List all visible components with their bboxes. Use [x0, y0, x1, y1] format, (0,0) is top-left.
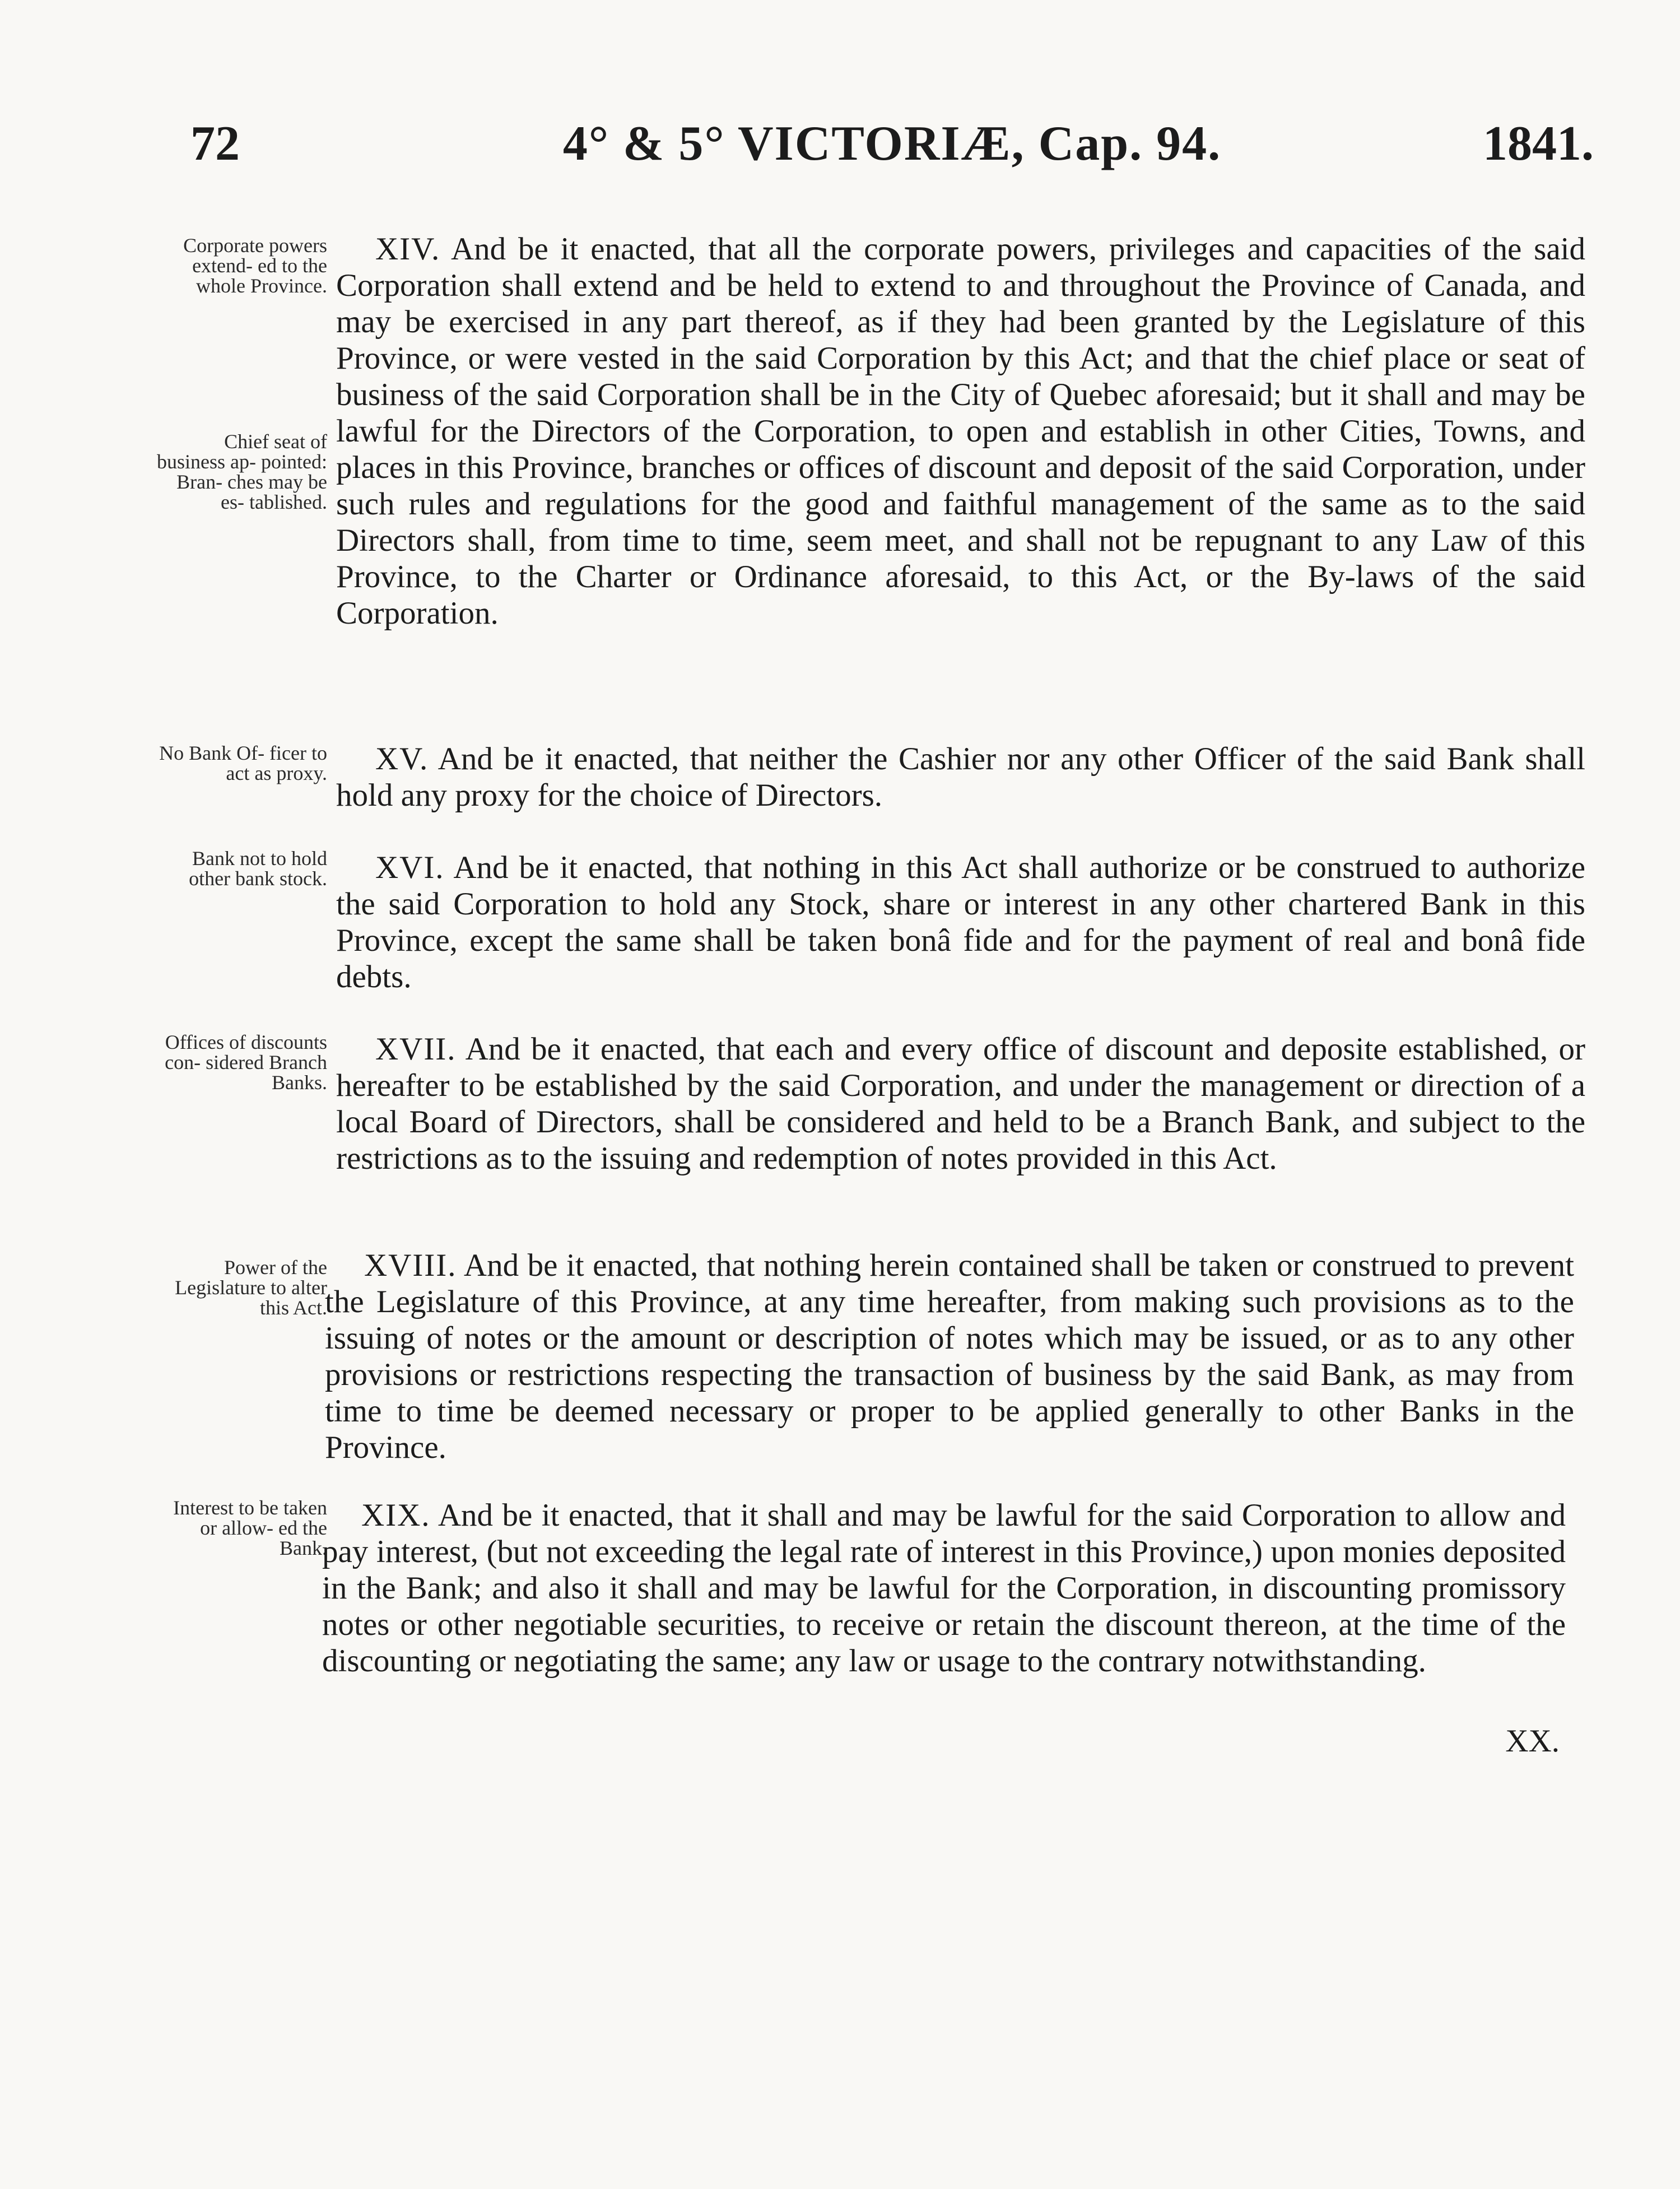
margin-note: [156, 1032, 327, 1093]
margin-note-text: Corporate powers extend- ed to the whole Province.: [183, 234, 327, 297]
margin-note: [156, 1498, 327, 1558]
margin-note-text: Offices of discounts con- sidered Branch Banks.: [165, 1031, 327, 1094]
section-number: XV.: [375, 741, 429, 777]
catchword: XX.: [1505, 1723, 1560, 1759]
section-number: XIV.: [375, 231, 441, 267]
margin-note: [156, 1257, 327, 1318]
margin-note: [156, 431, 327, 512]
page-year: 1841.: [1483, 117, 1594, 171]
margin-note-text: No Bank Of- ficer to act as proxy.: [159, 742, 327, 784]
margin-note-text: Interest to be taken or allow- ed the Bank.: [173, 1496, 327, 1559]
margin-note: [156, 848, 327, 889]
section-text: And be it enacted, that nothing in this Act shall authorize or be construed to authorize the said Corporation to hold any Stock, share or interest in any other chartered Bank in this Province, except the same shall be taken bonâ fide and for the payment of real and bonâ fide debts.: [336, 850, 1585, 994]
margin-note-text: Bank not to hold other bank stock.: [189, 847, 327, 890]
margin-note-text: Power of the Legislature to alter this Act.: [175, 1256, 327, 1319]
section-number: XVII.: [375, 1031, 457, 1067]
section-paragraph: [336, 231, 1585, 631]
margin-note: [156, 743, 327, 783]
section-number: XIX.: [361, 1498, 431, 1533]
page-title: 4° & 5° VICTORIÆ, Cap. 94.: [562, 117, 1222, 171]
section-text: And be it enacted, that all the corporate powers, privileges and capacities of the said Corporation shall extend and be held to extend to and throughout the Province of Canada, and may be exercised in any part thereof, as if they had been granted by the Legislature of this Province, or were vested in the said Corporation by this Act; and that the chief place or seat of business of the said Corporation shall be in the City of Quebec aforesaid; but it shall and may be lawful for the Directors of the Corporation, to open and establish in other Cities, Towns, and places in this Province, branches or offices of discount and deposit of the said Corporation, under such rules and regulations for the good and faithful management of the same as to the said Directors shall, from time to time, seem meet, and shall not be repugnant to any Law of this Province, to the Charter or Ordinance aforesaid, to this Act, or the By-laws of the said Corporation.: [336, 231, 1585, 631]
margin-note-text: Chief seat of business ap- pointed: Bran- ches may be es- tablished.: [157, 430, 327, 513]
section-paragraph: [325, 1247, 1574, 1466]
section-paragraph: [336, 741, 1585, 814]
margin-note: [156, 235, 327, 296]
section-text: And be it enacted, that nothing herein contained shall be taken or construed to prevent the Legislature of this Province, at any time hereafter, from making such provisions as to the issuing of notes or the amount or description of notes which may be issued, or as to any other provisions or restrictions respecting the transaction of business by the said Bank, as may from time to time be deemed necessary or proper to be applied generally to other Banks in the Province.: [325, 1248, 1575, 1465]
page-header: [190, 115, 1594, 183]
section-text: And be it enacted, that it shall and may be lawful for the said Corporation to allow and pay interest, (but not exceeding the legal rate of interest in this Province,) upon monies deposited in the Bank; and also it shall and may be lawful for the Corporation, in discounting promissory notes or other negotiable securities, to receive or retain the discount thereon, at the time of the discounting or negotiating the same; any law or usage to the contrary notwithstanding.: [322, 1498, 1566, 1679]
section-number: XVI.: [375, 850, 445, 885]
section-paragraph: [336, 1031, 1585, 1177]
section-text: And be it enacted, that each and every office of discount and deposite established, or hereafter to be established by the said Corporation, and under the management or direction of a local Board of Directors, shall be considered and held to be a Branch Bank, and subject to the restrictions as to the issuing and redemption of notes provided in this Act.: [336, 1031, 1585, 1176]
page-number: 72: [190, 117, 240, 171]
section-paragraph: [336, 849, 1585, 995]
section-paragraph: [322, 1497, 1566, 1679]
section-number: XVIII.: [364, 1248, 457, 1283]
section-text: And be it enacted, that neither the Cashier nor any other Officer of the said Bank shall hold any proxy for the choice of Directors.: [336, 741, 1586, 813]
